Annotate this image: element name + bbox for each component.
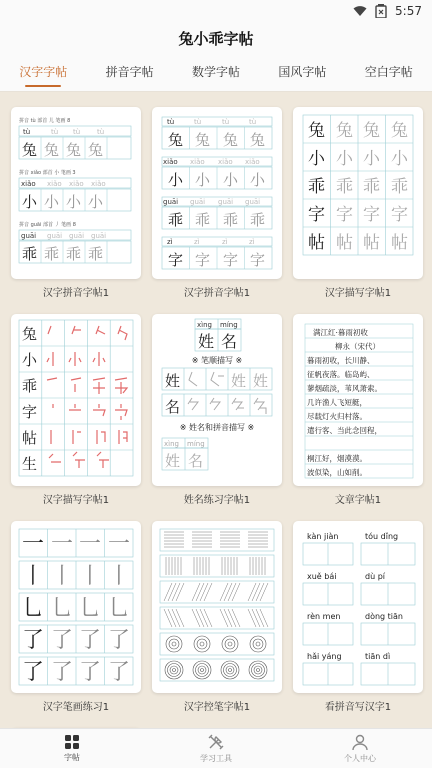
row-char: 兔: [66, 141, 82, 159]
section-title: ※ 姓名和拼音描写 ※: [179, 423, 255, 432]
practice-char: 字: [308, 205, 325, 225]
row-char: 乖: [88, 245, 104, 263]
nav-item-profile[interactable]: [310, 729, 410, 768]
stroke-char: 了: [79, 660, 102, 685]
practice-char: 兔: [363, 121, 380, 141]
name-pinyin: míng: [187, 440, 205, 448]
practice-char: 兔: [308, 121, 325, 141]
row-pinyin: xiǎo: [245, 158, 260, 166]
row-meta: 拼音 guāi 部首 丿 笔画 8: [19, 222, 76, 228]
template-card[interactable]: [11, 314, 141, 521]
section-title: ※ 笔顺描写 ※: [191, 356, 243, 365]
row-char: 小: [195, 171, 211, 189]
practice-char: 字: [22, 403, 38, 421]
stroke-char: 了: [79, 628, 102, 653]
row-pinyin: zì: [222, 238, 228, 246]
template-card-label: 汉字拼音字帖1: [42, 288, 110, 299]
row-char: 小: [168, 171, 184, 189]
stroke-char: 乚: [22, 596, 45, 621]
thumb1-row: [19, 117, 131, 159]
name-char: 姓: [165, 452, 181, 470]
name-char: 名: [165, 398, 181, 416]
template-card-label: 汉字笔画练习1: [42, 702, 110, 713]
row-pinyin: tù: [194, 118, 202, 126]
practice-char: 字: [336, 205, 353, 225]
row-pinyin: guāi: [190, 198, 206, 206]
pinyin-prompt: hǎi yáng: [307, 652, 342, 661]
tools-icon: [207, 733, 225, 751]
row-char: 小: [250, 171, 266, 189]
template-card-label: 姓名练习字帖1: [183, 495, 251, 506]
template-thumbnail[interactable]: [152, 107, 282, 279]
row-pinyin: xiǎo: [21, 180, 36, 188]
row-char: 小: [22, 193, 38, 211]
template-card[interactable]: [152, 107, 282, 314]
template-grid-scroll[interactable]: [0, 92, 432, 728]
row-char: 兔: [168, 131, 184, 149]
practice-char: 乖: [22, 377, 38, 395]
pinyin-prompt: dù pí: [365, 572, 385, 581]
row-pinyin: zì: [249, 238, 255, 246]
template-thumbnail[interactable]: [11, 107, 141, 279]
row-pinyin: tù: [73, 128, 81, 136]
row-pinyin: zì: [167, 238, 173, 246]
practice-char: 帖: [22, 429, 38, 447]
stroke-char: 了: [22, 628, 45, 653]
template-thumbnail[interactable]: [152, 521, 282, 693]
row-pinyin: tù: [167, 118, 175, 126]
status-time: 5:57: [395, 4, 422, 18]
stroke-char: 一: [22, 532, 45, 557]
template-card-label: 汉字描写字帖1: [324, 288, 392, 299]
stroke-char: 乚: [79, 596, 102, 621]
row-pinyin: tù: [51, 128, 59, 136]
article-line: 柳永（宋代）: [335, 342, 380, 351]
article-line: 满江红·暮雨初收: [313, 328, 368, 337]
pinyin-prompt: tóu dǐng: [365, 532, 399, 541]
row-char: 兔: [195, 131, 211, 149]
template-card[interactable]: [152, 521, 282, 728]
row-char: 小: [88, 193, 104, 211]
stroke-char: 了: [51, 628, 74, 653]
stroke-char: 了: [108, 628, 131, 653]
practice-char: 字: [363, 205, 380, 225]
row-pinyin: guāi: [163, 198, 179, 206]
stroke-char: 一: [108, 532, 131, 557]
pinyin-prompt: xuě bái: [307, 572, 337, 581]
row-char: 兔: [22, 141, 38, 159]
name-char: 名: [221, 332, 238, 351]
template-thumbnail[interactable]: [152, 314, 282, 486]
pinyin-prompt: rèn men: [307, 612, 341, 621]
stroke-char: 丨: [22, 564, 45, 589]
template-card[interactable]: [11, 107, 141, 314]
thumb2-row: [162, 197, 272, 229]
row-pinyin: xiǎo: [91, 180, 106, 188]
row-char: 乖: [168, 211, 184, 229]
template-card[interactable]: [293, 314, 423, 521]
template-thumbnail[interactable]: [11, 521, 141, 693]
nav-label: 学习工具: [200, 754, 232, 763]
app-title: 兔小乖字帖: [178, 29, 254, 48]
stroke-char: 了: [108, 660, 131, 685]
bottom-nav: [0, 728, 432, 768]
tab-guofeng[interactable]: 国风字帖: [278, 64, 327, 79]
name-char: 姓: [198, 332, 215, 351]
template-card[interactable]: [152, 314, 282, 521]
practice-char: 兔: [22, 325, 38, 343]
row-pinyin: guāi: [245, 198, 261, 206]
name-char: 姓: [253, 372, 269, 390]
practice-char: 帖: [336, 233, 353, 253]
nav-label: 字帖: [64, 753, 80, 762]
template-thumbnail[interactable]: [293, 107, 423, 279]
app-bar: [0, 22, 432, 54]
practice-char: 乖: [336, 177, 353, 197]
article-line: 桐江好，烟漠漠。: [307, 454, 367, 463]
article-line: 暮雨初收，长川静、: [307, 356, 375, 365]
template-thumbnail[interactable]: [11, 314, 141, 486]
tab-pinyin[interactable]: 拼音字帖: [105, 64, 154, 79]
row-char: 字: [223, 251, 239, 269]
nav-label: 个人中心: [344, 754, 376, 763]
article-line: 几许渔人飞短艇，: [307, 398, 367, 407]
row-char: 乖: [195, 211, 211, 229]
practice-char: 帖: [363, 233, 380, 253]
row-pinyin: guāi: [69, 232, 85, 240]
stroke-char: 丨: [51, 564, 74, 589]
row-char: 乖: [44, 245, 60, 263]
battery-x-icon: [375, 4, 387, 18]
row-char: 兔: [250, 131, 266, 149]
tab-blank[interactable]: 空白字帖: [364, 64, 413, 79]
practice-char: 帖: [391, 233, 408, 253]
practice-char: 小: [308, 149, 325, 169]
article-line: 蓼烟疏淡，苇风萧索。: [307, 384, 382, 393]
row-char: 字: [195, 251, 211, 269]
thumb1-row: [19, 221, 131, 263]
stroke-char: 一: [51, 532, 74, 557]
row-pinyin: guāi: [218, 198, 234, 206]
row-char: 乖: [223, 211, 239, 229]
template-thumbnail[interactable]: [293, 521, 423, 693]
row-pinyin: tù: [23, 128, 31, 136]
practice-char: 乖: [363, 177, 380, 197]
name-pinyin: xìng: [164, 440, 179, 448]
row-char: 兔: [88, 141, 104, 159]
row-meta: 拼音 xiǎo 部首 小 笔画 3: [19, 170, 76, 176]
stroke-char: 丨: [79, 564, 102, 589]
template-card-label: 汉字拼音字帖1: [183, 288, 251, 299]
template-card[interactable]: [293, 107, 423, 314]
practice-char: 乖: [308, 177, 325, 197]
name-char: 姓: [165, 372, 181, 390]
row-pinyin: tù: [222, 118, 230, 126]
nav-item-tools[interactable]: [166, 729, 266, 768]
nav-item-zitie[interactable]: [22, 729, 122, 768]
row-pinyin: xiǎo: [190, 158, 205, 166]
practice-char: 小: [391, 149, 408, 169]
pinyin-prompt: tiān dì: [365, 652, 391, 661]
template-card[interactable]: [293, 521, 423, 728]
practice-char: 字: [391, 205, 408, 225]
user-icon: [351, 733, 369, 751]
row-pinyin: guāi: [47, 232, 63, 240]
template-grid: [0, 92, 432, 728]
template-card-label: 文章字帖1: [334, 495, 382, 506]
row-char: 乖: [66, 245, 82, 263]
row-pinyin: guāi: [21, 232, 37, 240]
thumb2-row: [162, 157, 272, 189]
stroke-char: 一: [79, 532, 102, 557]
template-card-label: 看拼音写汉字1: [324, 702, 392, 713]
article-line: 尽载灯火归村落。: [307, 412, 367, 421]
name-char: 姓: [231, 372, 247, 390]
practice-char: 小: [336, 149, 353, 169]
row-pinyin: tù: [97, 128, 105, 136]
row-pinyin: xiǎo: [163, 158, 178, 166]
row-char: 乖: [250, 211, 266, 229]
row-pinyin: xiǎo: [218, 158, 233, 166]
name-pinyin: míng: [220, 321, 238, 329]
stroke-char: 乚: [108, 596, 131, 621]
practice-char: 帖: [308, 233, 325, 253]
row-char: 兔: [223, 131, 239, 149]
grid-icon: [64, 734, 80, 750]
row-pinyin: guāi: [91, 232, 107, 240]
row-char: 兔: [44, 141, 60, 159]
name-char: 名: [188, 452, 204, 470]
row-char: 小: [223, 171, 239, 189]
row-meta: 拼音 tù 部首 儿 笔画 8: [19, 118, 71, 124]
practice-char: 乖: [391, 177, 408, 197]
stroke-char: 了: [22, 660, 45, 685]
wifi-icon: [353, 5, 367, 17]
row-char: 乖: [22, 245, 38, 263]
practice-char: 兔: [391, 121, 408, 141]
thumb2-row: [162, 237, 272, 269]
stroke-char: 丨: [108, 564, 131, 589]
thumb2-row: [162, 117, 272, 149]
template-thumbnail[interactable]: [293, 314, 423, 486]
control-stroke-patterns: [164, 532, 268, 627]
article-line: 波似染，山如削。: [307, 468, 367, 477]
thumb1-row: [19, 169, 131, 211]
practice-char: 兔: [336, 121, 353, 141]
tab-math[interactable]: 数学字帖: [191, 64, 240, 79]
stroke-char: 乚: [51, 596, 74, 621]
template-card[interactable]: [11, 521, 141, 728]
pinyin-prompt: kàn jiàn: [307, 532, 339, 541]
stroke-char: 了: [51, 660, 74, 685]
pinyin-prompt: dòng tiān: [365, 612, 403, 621]
row-pinyin: zì: [194, 238, 200, 246]
status-bar: [0, 0, 432, 22]
row-pinyin: xiǎo: [69, 180, 84, 188]
article-line: 征帆夜落。临岛屿、: [307, 370, 375, 379]
practice-char: 生: [22, 455, 38, 473]
tab-hanzi[interactable]: 汉字字帖: [17, 54, 69, 92]
name-pinyin: xìng: [197, 321, 212, 329]
article-line: 遣行客、当此念回程，: [307, 426, 382, 435]
row-pinyin: tù: [249, 118, 257, 126]
category-tabs: [0, 54, 432, 92]
row-char: 小: [44, 193, 60, 211]
row-char: 字: [168, 251, 184, 269]
practice-char: 小: [363, 149, 380, 169]
template-card-label: 汉字描写字帖1: [42, 495, 110, 506]
row-char: 小: [66, 193, 82, 211]
row-char: 字: [250, 251, 266, 269]
template-card-label: 汉字控笔字帖1: [183, 702, 251, 713]
practice-char: 小: [22, 351, 38, 369]
stroke-order-marks: [47, 326, 127, 468]
row-pinyin: xiǎo: [47, 180, 62, 188]
